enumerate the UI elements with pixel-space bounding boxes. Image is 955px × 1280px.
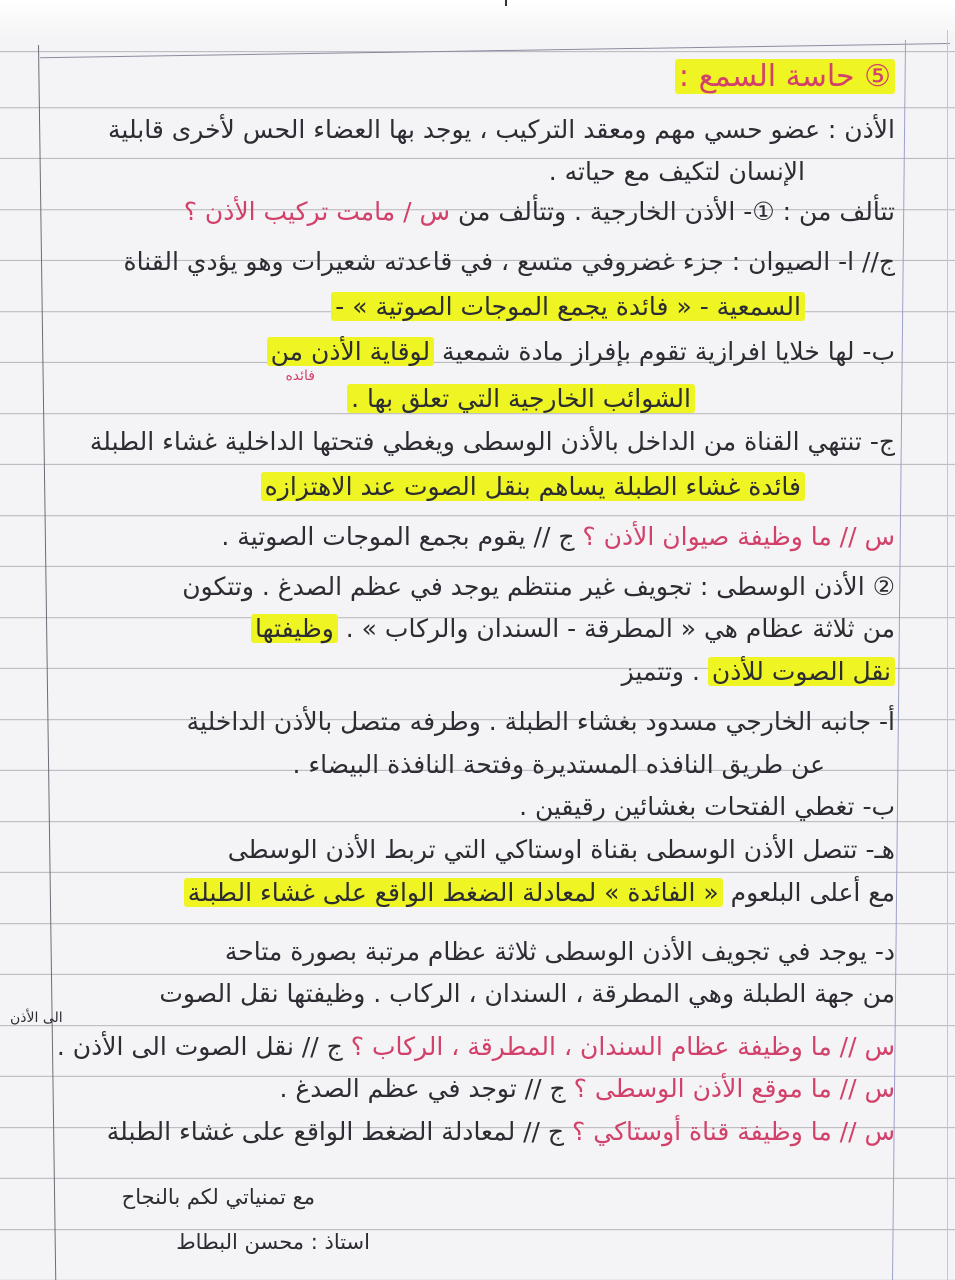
text-line-outer-side: أ- جانبه الخارجي مسدود بغشاء الطبلة . وطرفه متصل بالأذن الداخلية [186, 707, 895, 736]
text-line-eustachian: هـ- تتصل الأذن الوسطى بقناة اوستاكي التي تربط الأذن الوسطى [227, 835, 895, 864]
structure-question: س / مامت تركيب الأذن ؟ [183, 197, 451, 226]
function-highlight: وظيفتها [251, 614, 338, 643]
text-line-auricle: ج// ا- الصيوان : جزء غضروفي متسع ، في قاعدته شعيرات وهو يؤدي القناة [123, 247, 895, 276]
section-title [20, 60, 895, 94]
eardrum-benefit-highlight: فائدة غشاء الطبلة يساهم بنقل الصوت عند الاهتزازه [261, 472, 805, 501]
margin-note-benefit: فائده [285, 368, 315, 384]
question-structure-line [20, 195, 895, 229]
eustachian-answer: ج // لمعادلة الضغط الواقع على غشاء الطبلة [106, 1117, 565, 1146]
features-text: . وتتميز [621, 657, 700, 686]
text-line-ossicles [20, 612, 895, 646]
text-line-2: الإنسان لتكيف مع حياته . [548, 157, 805, 186]
text-line-membranes: ب- تغطي الفتحات بغشائين رقيقين . [519, 792, 895, 821]
impurities-highlight: الشوائب الخارجية التي تعلق بها . [347, 384, 695, 413]
eustachian-question: س // ما وظيفة قناة أوستاكي ؟ [572, 1117, 895, 1146]
auricle-answer: ج // يقوم بجمع الموجات الصوتية . [221, 522, 575, 551]
text-line-three-bones: د- يوجد في تجويف الأذن الوسطى ثلاثة عظام مرتبة بصورة متاحة [224, 937, 895, 966]
binding-mark [505, 0, 507, 6]
header-rule [40, 43, 950, 58]
pressure-highlight: « الفائدة » لمعادلة الضغط الواقع على غشاء الطبلة [184, 878, 723, 907]
text-line-windows: عن طريق النافذه المستديرة وفتحة النافذة البيضاء . [292, 750, 825, 779]
text-line-canal: ج- تنتهي القناة من الداخل بالأذن الوسطى ويغطي فتحتها الداخلية غشاء الطبلة [89, 427, 895, 456]
glands-highlight: لوقاية الأذن من [267, 337, 434, 366]
qa-ossicles-function [20, 1030, 895, 1064]
ossicles-answer: ج // نقل الصوت الى الأذن . [56, 1032, 343, 1061]
text-line-impurities [20, 382, 695, 416]
signature-wish: مع تمنياتي لكم بالنجاح [121, 1185, 315, 1209]
text-line-sound-transfer [20, 655, 895, 689]
ossicles-question: س // ما وظيفة عظام السندان ، المطرقة ، الركاب ؟ [350, 1032, 895, 1061]
text-line-1: الأذن : عضو حسي مهم ومعقد التركيب ، يوجد بها العضاء الحس لأخرى قابلية [108, 115, 895, 144]
glands-text: ب- لها خلايا افرازية تقوم بإفراز مادة شمعية [442, 337, 895, 366]
margin-note-ear: الى الأذن [10, 1010, 63, 1026]
text-line-glands [20, 335, 895, 369]
page-edge-line [947, 30, 948, 1280]
pharynx-text: مع أعلى البلعوم [730, 878, 895, 907]
text-line-middle-ear: ② الأذن الوسطى : تجويف غير منتظم يوجد في عظم الصدغ . وتتكون [182, 572, 895, 601]
auricle-benefit-text: السمعية - « فائدة يجمع الموجات الصوتية » - [331, 292, 805, 321]
structure-answer: تتألف من : ①- الأذن الخارجية . وتتألف من [457, 197, 895, 226]
signature-teacher: استاذ : محسن البطاط [176, 1230, 370, 1254]
auricle-question: س // ما وظيفة صيوان الأذن ؟ [582, 522, 895, 551]
text-line-pharynx [20, 876, 895, 910]
qa-middle-ear-location [20, 1072, 895, 1106]
page-top-edge [0, 0, 955, 40]
qa-eustachian-function [20, 1115, 895, 1149]
section-title-text: ⑤ حاسة السمع : [675, 59, 895, 94]
sound-transfer-highlight: نقل الصوت للأذن [708, 657, 895, 686]
location-question: س // ما موقع الأذن الوسطى ؟ [573, 1074, 895, 1103]
location-answer: ج // توجد في عظم الصدغ . [279, 1074, 566, 1103]
qa-auricle-function [20, 520, 895, 554]
text-line-auricle-benefit [20, 290, 805, 324]
text-line-eardrum-benefit [20, 470, 805, 504]
text-line-bones-list: من جهة الطبلة وهي المطرقة ، السندان ، الركاب . وظيفتها نقل الصوت [159, 979, 895, 1008]
ossicles-text: من ثلاثة عظام هي « المطرقة - السندان والركاب » . [345, 614, 895, 643]
